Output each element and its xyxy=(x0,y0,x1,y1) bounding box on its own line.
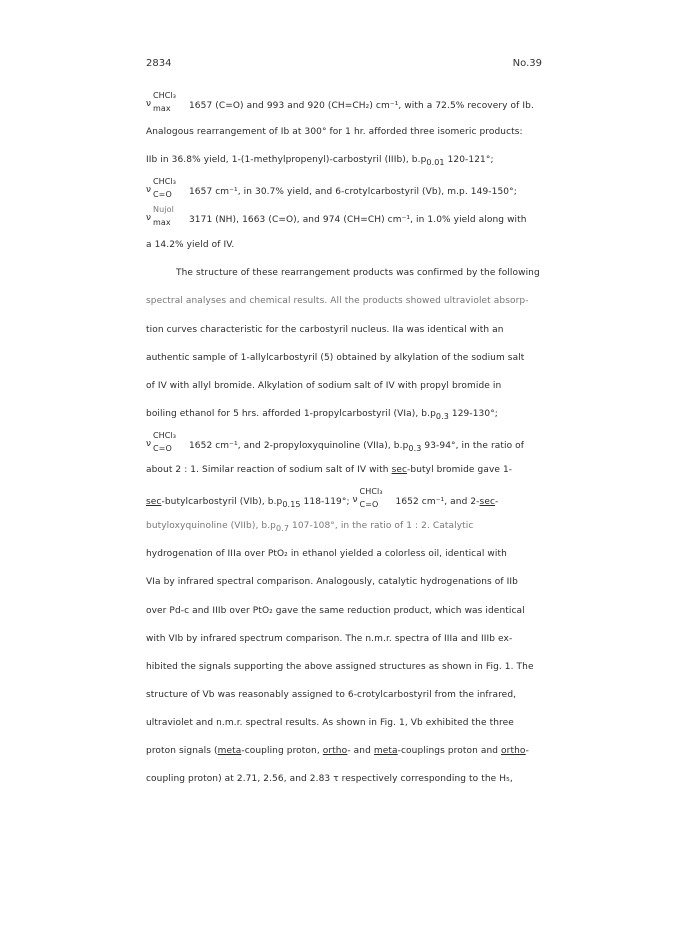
text-line-8: spectral analyses and chemical results. All the products showed ultraviolet absorp- xyxy=(146,296,529,306)
line-text: 1652 cm⁻¹, and 2-propyloxyquinoline (VIIa), b.p xyxy=(188,441,409,451)
ir-notation xyxy=(146,91,186,113)
text-line-22: structure of Vb was reasonably assigned to 6-crotylcarbostyril from the infrared, xyxy=(146,690,517,700)
text-line-6: a 14.2% yield of IV. xyxy=(146,240,235,250)
line-text: 1657 (C=O) and 993 and 920 (CH=CH₂) cm⁻¹, with a 72.5% recovery of Ib. xyxy=(188,101,534,111)
nu-symbol: ν xyxy=(146,439,152,449)
underlined-text: ortho xyxy=(322,746,348,756)
nu-symbol: ν xyxy=(146,99,152,109)
line-text: boiling ethanol for 5 hrs. afforded 1-propylcarbostyril (VIa), b.p xyxy=(146,409,436,419)
line-text: 107-108°, in the ratio of 1 : 2. Catalytic xyxy=(289,521,474,531)
bp-subscript: 0.3 xyxy=(408,444,422,453)
text-line-4 xyxy=(146,177,517,199)
text-line-7: The structure of these rearrangement products was confirmed by the following xyxy=(176,268,540,278)
text-line-1 xyxy=(146,91,534,113)
text-line-3 xyxy=(146,154,494,166)
text-line-13 xyxy=(146,431,525,453)
line-text: proton signals ( xyxy=(146,746,218,756)
line-text: -coupling proton, xyxy=(241,746,323,756)
line-text: butyloxyquinoline (VIIb), b.p xyxy=(146,521,276,531)
text-line-15 xyxy=(146,487,499,509)
underlined-text: meta xyxy=(217,746,242,756)
line-text: 93-94°, in the ratio of xyxy=(421,441,525,451)
text-line-9: tion curves characteristic for the carbostyril nucleus. IIa was identical with an xyxy=(146,325,504,335)
text-line-17: hydrogenation of IIIa over PtO₂ in ethanol yielded a colorless oil, identical with xyxy=(146,549,507,559)
text-line-5 xyxy=(146,205,527,227)
solvent-superscript: CHCl₃ xyxy=(153,91,177,100)
max-subscript: max xyxy=(153,104,171,113)
ir-notation xyxy=(146,205,186,227)
max-subscript: max xyxy=(153,218,171,227)
text-line-19: over Pd-c and IIIb over PtO₂ gave the same reduction product, which was identical xyxy=(146,606,525,616)
ir-notation xyxy=(352,487,393,509)
text-line-10: authentic sample of 1-allylcarbostyril (5) obtained by alkylation of the sodium salt xyxy=(146,353,525,363)
text-line-25: coupling proton) at 2.71, 2.56, and 2.83 τ respectively corresponding to the H₅, xyxy=(146,774,513,784)
underlined-text: sec xyxy=(479,497,496,507)
underlined-text: ortho xyxy=(501,746,526,756)
line-text: - and xyxy=(347,746,374,756)
nu-symbol: ν xyxy=(146,213,152,223)
line-text: about 2 : 1. Similar reaction of sodium salt of IV with xyxy=(146,465,392,475)
text-line-14 xyxy=(146,464,512,476)
text-line-21: hibited the signals supporting the above assigned structures as shown in Fig. 1. The xyxy=(146,662,534,672)
text-line-20: with VIb by infrared spectrum comparison. The n.m.r. spectra of IIIa and IIIb ex- xyxy=(146,634,513,644)
co-subscript: C=O xyxy=(153,190,172,199)
co-subscript: C=O xyxy=(153,444,172,453)
line-text: 129-130°; xyxy=(448,409,498,419)
solvent-superscript: CHCl₃ xyxy=(153,177,177,186)
text-line-23: ultraviolet and n.m.r. spectral results. As shown in Fig. 1, Vb exhibited the three xyxy=(146,718,514,728)
bp-subscript: 0.3 xyxy=(435,412,449,421)
line-text: 120-121°; xyxy=(444,155,494,165)
ir-notation xyxy=(146,431,186,453)
line-text: 1657 cm⁻¹, in 30.7% yield, and 6-crotylcarbostyril (Vb), m.p. 149-150°; xyxy=(188,187,517,197)
nu-symbol: ν xyxy=(146,185,152,195)
bp-subscript: 0.7 xyxy=(276,524,290,533)
text-line-24 xyxy=(146,745,529,757)
solvent-superscript: CHCl₃ xyxy=(359,487,383,496)
text-line-12 xyxy=(146,408,498,420)
line-text: -butyl bromide gave 1- xyxy=(407,465,513,475)
line-text: - xyxy=(495,497,499,507)
journal-number: No.39 xyxy=(512,58,542,69)
text-line-16 xyxy=(146,520,473,532)
line-text: 1652 cm⁻¹, and 2- xyxy=(392,497,480,507)
bp-subscript: 0.15 xyxy=(282,500,301,509)
text-line-11: of IV with allyl bromide. Alkylation of sodium salt of IV with propyl bromide in xyxy=(146,381,502,391)
page-number: 2834 xyxy=(146,58,172,69)
underlined-text: sec xyxy=(391,465,408,475)
nu-symbol: ν xyxy=(352,495,358,505)
line-text: -butylcarbostyril (VIb), b.p xyxy=(161,497,283,507)
co-subscript: C=O xyxy=(359,500,379,509)
text-line-18: VIa by infrared spectral comparison. Analogously, catalytic hydrogenations of IIb xyxy=(146,577,518,587)
line-text: 3171 (NH), 1663 (C=O), and 974 (CH=CH) cm⁻¹, in 1.0% yield along with xyxy=(188,215,527,225)
underlined-text: sec xyxy=(146,497,162,507)
ir-notation xyxy=(146,177,186,199)
line-text: -couplings proton and xyxy=(397,746,502,756)
line-text: IIb in 36.8% yield, 1-(1-methylpropenyl)-carbostyril (IIIb), b.p xyxy=(146,155,427,165)
text-line-2: Analogous rearrangement of Ib at 300° for 1 hr. afforded three isomeric products: xyxy=(146,127,523,137)
bp-subscript: 0.01 xyxy=(426,158,445,167)
solvent-superscript: CHCl₃ xyxy=(153,431,177,440)
line-text: - xyxy=(525,746,530,756)
line-text: 118-119°; xyxy=(300,497,350,507)
solvent-superscript: Nujol xyxy=(153,205,174,214)
underlined-text: meta xyxy=(373,746,398,756)
